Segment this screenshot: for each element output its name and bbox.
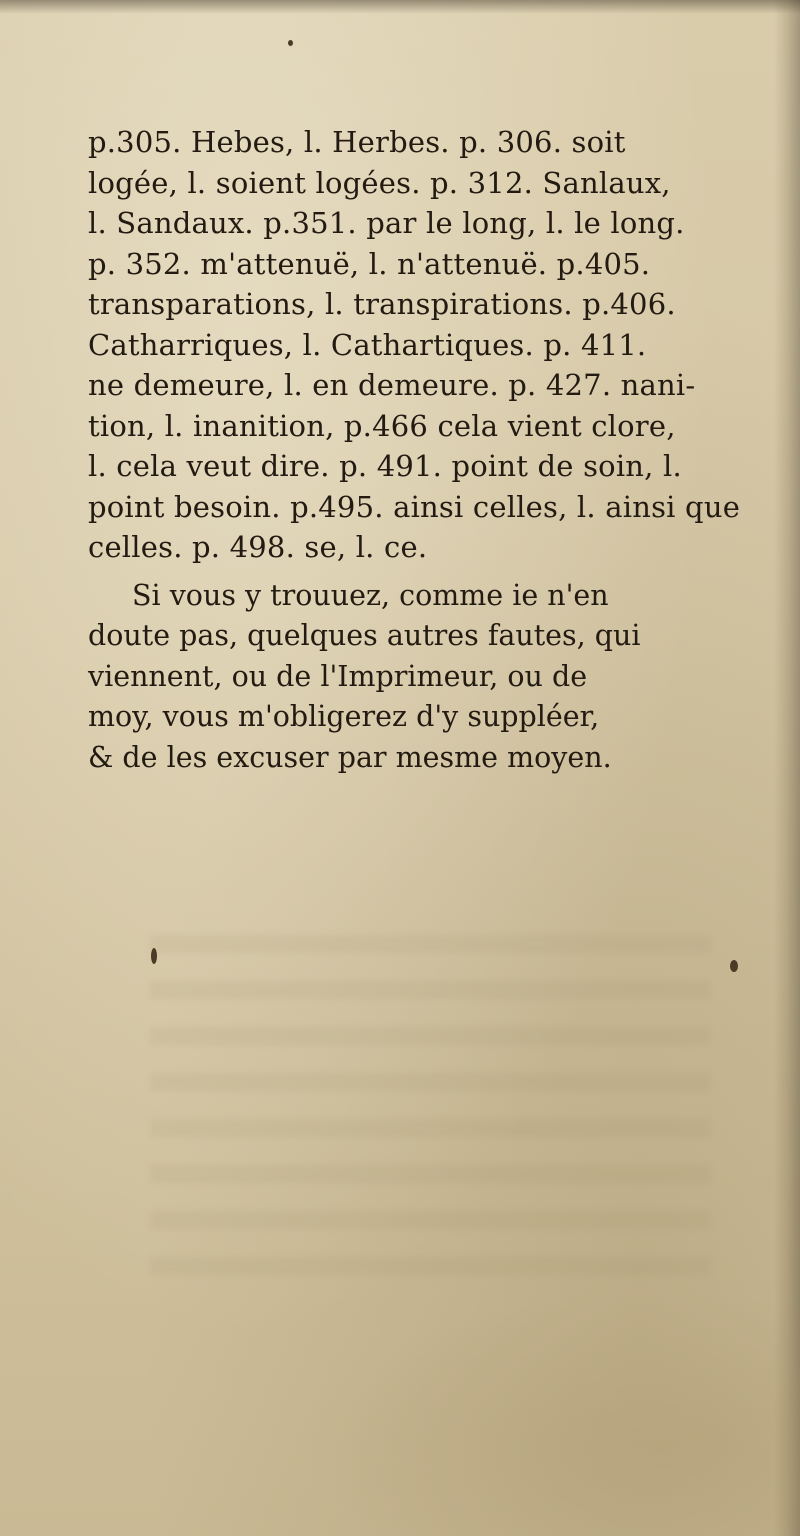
ink-speck bbox=[151, 948, 157, 964]
ink-speck bbox=[288, 40, 293, 46]
errata-line: l. cela veut dire. p. 491. point de soin, l. bbox=[88, 449, 682, 483]
paper-stain bbox=[300, 1290, 800, 1536]
errata-line: p. 352. m'attenuë, l. n'attenuë. p.405. bbox=[88, 246, 651, 281]
errata-line: l. Sandaux. p.351. par le long, l. le long. bbox=[88, 206, 685, 240]
errata-line: point besoin. p.495. ainsi celles, l. ainsi que bbox=[88, 489, 741, 524]
show-through-text bbox=[150, 935, 710, 1295]
errata-list bbox=[88, 122, 768, 568]
errata-line: celles. p. 498. se, l. ce. bbox=[88, 530, 428, 564]
notice-line: doute pas, quelques autres fautes, qui bbox=[88, 619, 641, 652]
errata-line: logée, l. soient logées. p. 312. Sanlaux, bbox=[88, 165, 671, 200]
errata-line: transparations, l. transpirations. p.406. bbox=[88, 287, 676, 321]
errata-line: Catharriques, l. Cathartiques. p. 411. bbox=[88, 327, 647, 362]
errata-line: p.305. Hebes, l. Herbes. p. 306. soit bbox=[88, 125, 626, 159]
notice-line: & de les excuser par mesme moyen. bbox=[88, 740, 612, 774]
errata-text bbox=[88, 122, 768, 778]
notice-line: viennent, ou de l'Imprimeur, ou de bbox=[88, 659, 588, 693]
errata-line: tion, l. inanition, p.466 cela vient clore, bbox=[88, 408, 676, 443]
errata-line: ne demeure, l. en demeure. p. 427. nani- bbox=[88, 368, 696, 402]
notice-line: Si vous y trouuez, comme ie n'en bbox=[132, 578, 609, 612]
ink-speck bbox=[730, 960, 738, 972]
notice-line: moy, vous m'obligerez d'y suppléer, bbox=[88, 700, 600, 733]
page-top-shadow bbox=[0, 0, 800, 14]
errata-notice-paragraph bbox=[88, 576, 768, 779]
